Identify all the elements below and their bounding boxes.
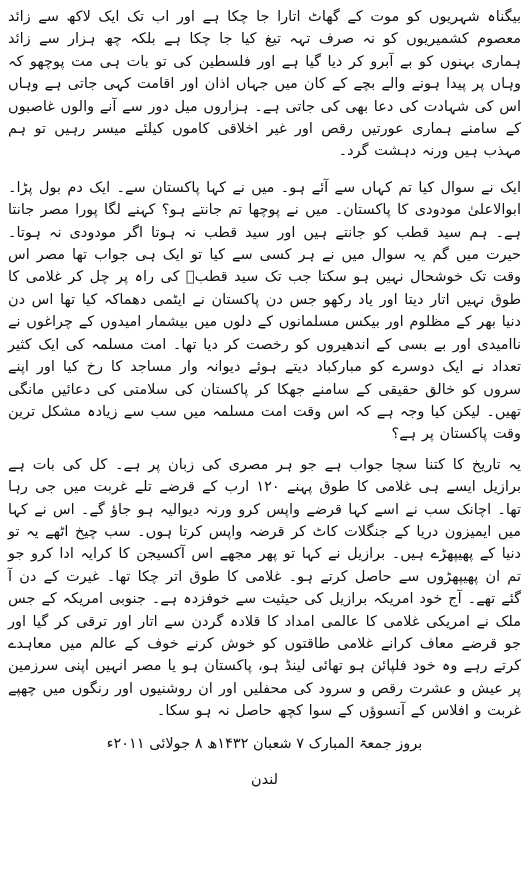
article-paragraph-1: بیگناہ شہریوں کو موت کے گھاٹ اتارا جا چکا ہے اور اب تک ایک لاکھ سے زائد معصوم کشمیریوں کو نہ صرف تہہ تیغ کیا جا چکا ہے بلکہ چھ ہزار سے زائد ہماری بہنوں کو بے آبرو کر دیا گیا ہے اور فلسطین کی تو بات ہی مت پوچھو کہ وہاں پر پیدا ہونے والے بچے کے کان میں جہاں اذان اور اقامت کہی جاتی ہے وہاں اس کی شہادت کی دعا بھی کی جاتی ہے۔ ہزاروں میل دور سے آنے والوں غاصبوں کے سامنے ہماری عورتیں رقص اور غیر اخلاقی کاموں کیلئے میسر رہیں تو ہم مہذب ہیں ورنہ دہشت گرد۔ (8, 9, 521, 160)
place-line: لندن (250, 771, 279, 788)
article-paragraph-2: ایک نے سوال کیا تم کہاں سے آئے ہو۔ میں نے کہا پاکستان سے۔ ایک دم بول پڑا۔ ابوالاعلیٰ مودودی کا پاکستان۔ میں نے پوچھا تم جانتے ہو؟ کہنے لگا پورا مصر جانتا ہے۔ ہم سید قطب کو جانتے ہیں اور سید قطب نہ ہوتا اگر مودودی نہ ہوتا۔ حیرت میں گم یہ سوال میں نے ہر کسی سے کیا تو ایک ہی جواب تھا مصر اس وقت تک خوشحال نہیں ہو سکتا جب تک سید قطبؒ کی راہ پر چل کر غلامی کا طوق نہیں اتار دیتا اور یاد رکھو جس دن پاکستان نے ایٹمی دھماکہ کیا تھا اس دن دنیا بھر کے مظلوم اور بیکس مسلمانوں کے دلوں میں بیشمار امیدوں کے چراغوں نے ناامیدی اور بے بسی کے اندھیروں کو رخصت کر دیا تھا۔ امت مسلمہ کی ایک کثیر تعداد نے ایک دوسرے کو مبارکباد دیتے ہوئے دیوانہ وار مساجد کا رخ کیا اور اپنے سروں کو خالق حقیقی کے سامنے جھکا کر پاکستان کی سلامتی کی دعائیں مانگی تھیں۔ لیکن کیا وجہ ہے کہ اس وقت امت مسلمہ میں سب سے زیادہ مشکل ترین وقت پاکستان پر ہے؟ (8, 179, 521, 443)
article-paragraph-3: یہ تاریخ کا کتنا سچا جواب ہے جو ہر مصری کی زبان پر ہے۔ کل کی بات ہے برازیل ایسے ہی غلامی کا طوق پہنے ۱۲۰ ارب کے قرضے تلے غربت میں جی رہا تھا۔ اچانک سب نے اسے کہا قرضے واپس کرو ورنہ دیوالیہ ہو جاؤ گے۔ اس نے کہا میں ایمیزون دریا کے جنگلات کاٹ کر قرضہ واپس کرتا ہوں۔ سب چیخ اٹھے یہ تو دنیا کے پھیپھڑے ہیں۔ برازیل نے کہا تو پھر مجھے اس آکسیجن کا کرایہ ادا کرو جو تم ان پھیپھڑوں سے حاصل کرتے ہو۔ غلامی کا طوق اتر چکا تھا۔ غیرت کے دن آ گئے تھے۔ آج خود امریکہ برازیل کی حیثیت سے خوفزدہ ہے۔ جنوبی امریکہ کے جس ملک نے امریکی غلامی کا عالمی امداد کا قلادہ گردن سے اتار اور ترقی کر گیا اور جو قرضے معاف کرانے غلامی طاقتوں کو خوش کرنے خوف کے عالم میں معاہدے کرتے رہے وہ خود فلپائن ہو تھائی لینڈ ہو، پاکستان ہو یا مصر انہیں اپنی سرزمین پر عیش و عشرت رقص و سرود کی محفلیں اور ان روشنیوں اور رنگوں میں چھپے غربت و افلاس کے آنسوؤں کے سوا کچھ حاصل نہ ہو سکا۔ (8, 456, 521, 720)
date-line: بروز جمعۃ المبارک ۷ شعبان ۱۴۳۲ھ ۸ جولائی ۲۰۱۱ء (106, 735, 423, 752)
